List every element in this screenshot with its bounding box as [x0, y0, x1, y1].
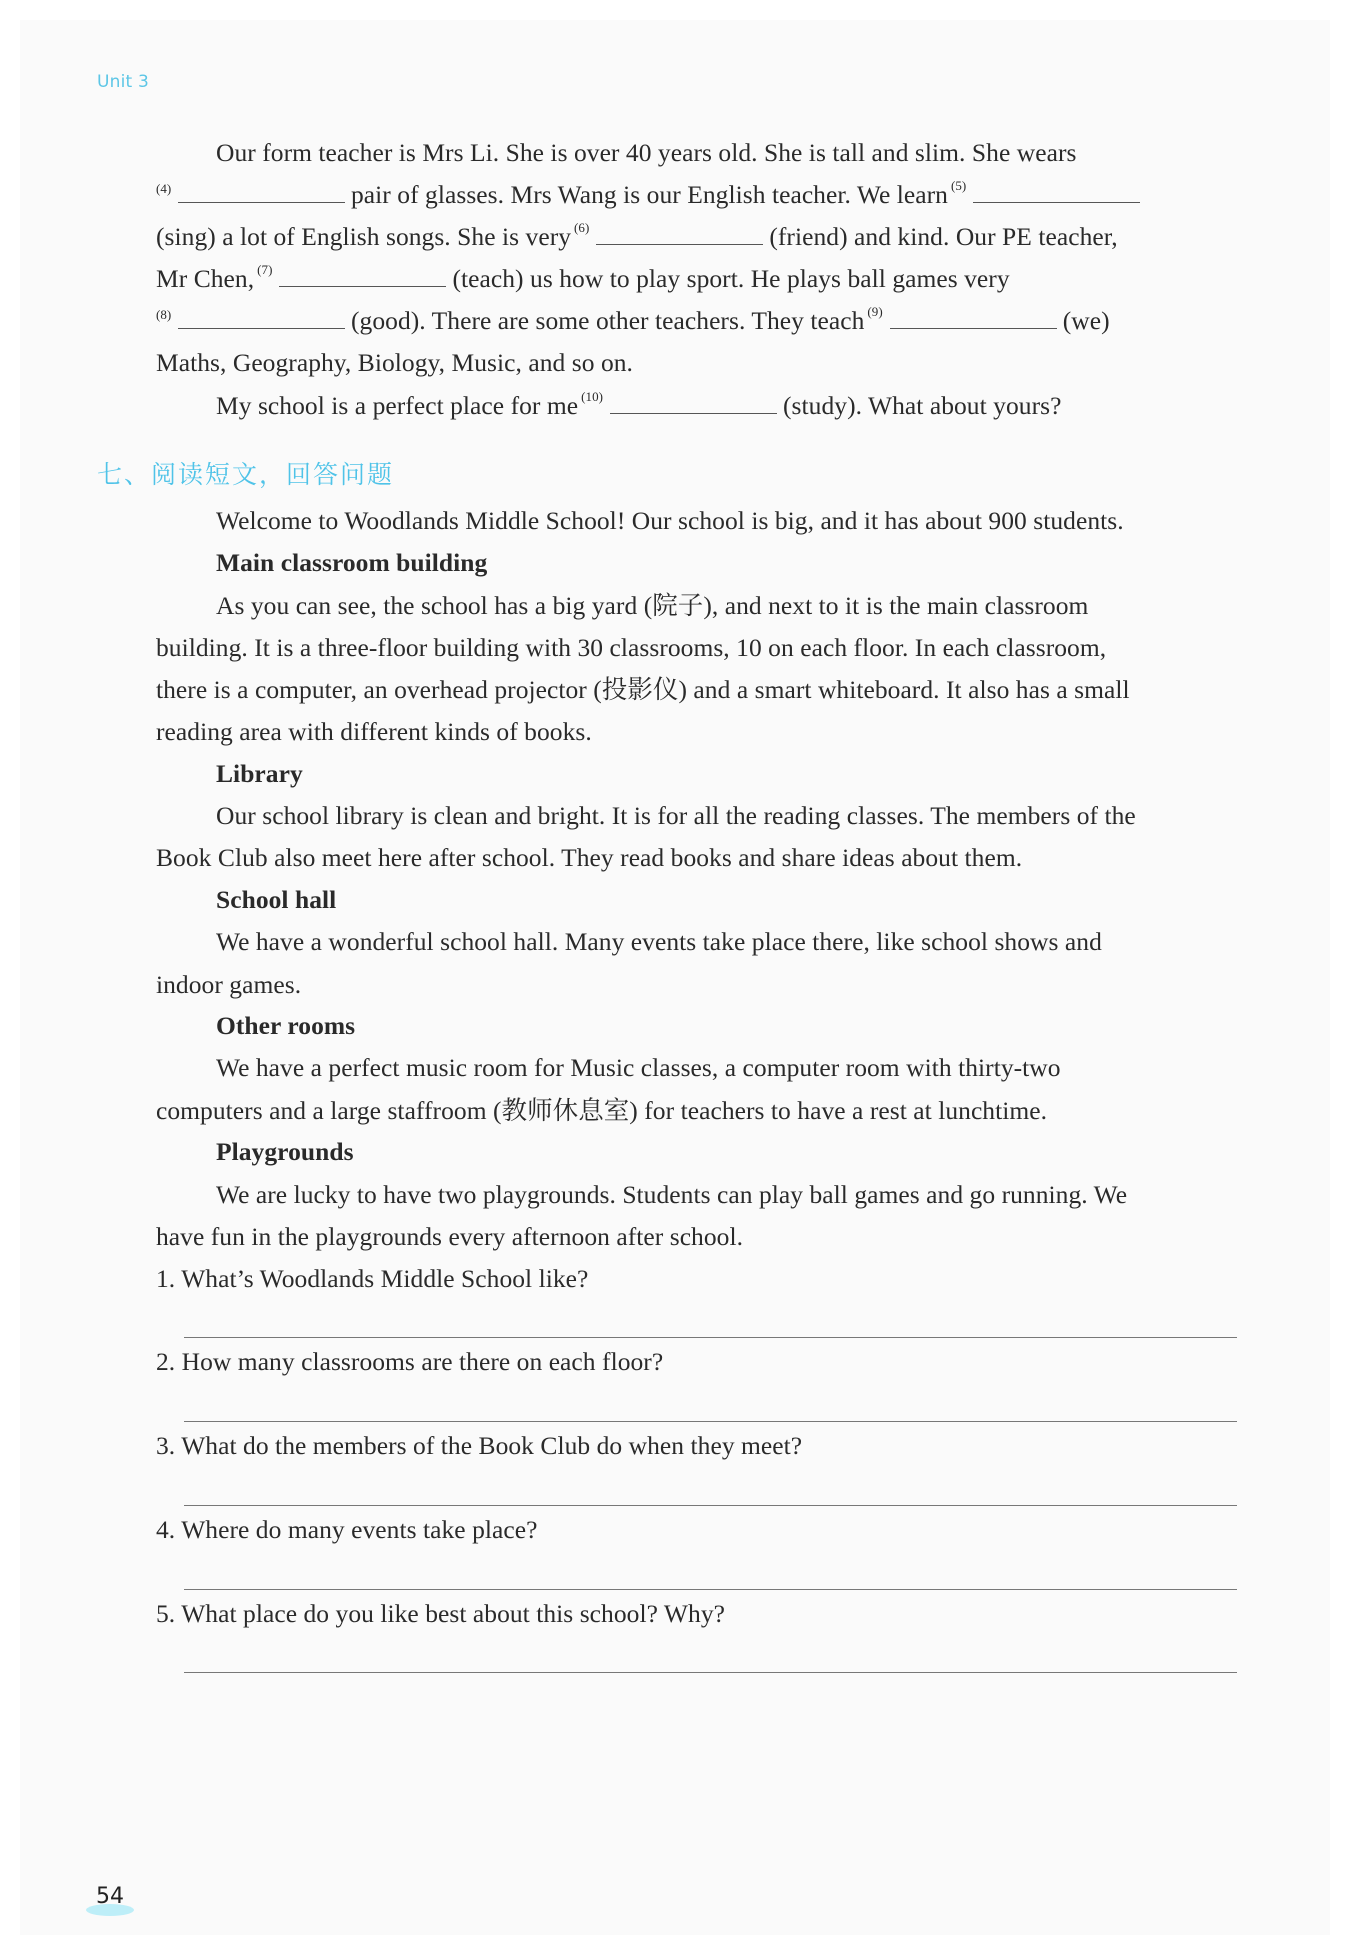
- question-3: 3. What do the members of the Book Club do when they meet?: [156, 1431, 803, 1460]
- cloze-text: pair of glasses. Mrs Wang is our English teacher. We learn: [351, 180, 948, 209]
- reading-line: We are lucky to have two playgrounds. Students can play ball games and go running. We: [216, 1180, 1128, 1209]
- cloze-text: (sing) a lot of English songs. She is very: [156, 222, 572, 251]
- reading-line: Book Club also meet here after school. They read books and share ideas about them.: [156, 843, 1023, 872]
- reading-line: there is a computer, an overhead projector (投影仪) and a smart whiteboard. It also has a small: [156, 675, 1130, 704]
- subheading-main-building: Main classroom building: [216, 548, 488, 577]
- reading-line: indoor games.: [156, 970, 302, 999]
- blank-number-7: (7): [257, 262, 273, 277]
- reading-line: have fun in the playgrounds every afternoon after school.: [156, 1222, 744, 1251]
- section-heading: 七、阅读短文，回答问题: [97, 460, 395, 489]
- answer-line-2[interactable]: [184, 1421, 1237, 1422]
- cloze-line-4: [156, 264, 1010, 298]
- unit-label: Unit 3: [97, 72, 150, 92]
- reading-line: building. It is a three-floor building with 30 classrooms, 10 on each floor. In each classroom,: [156, 633, 1107, 662]
- blank-5[interactable]: [973, 182, 1140, 203]
- cloze-line-1: Our form teacher is Mrs Li. She is over 40 years old. She is tall and slim. She wears: [216, 138, 1077, 167]
- reading-intro: Welcome to Woodlands Middle School! Our school is big, and it has about 900 students.: [216, 506, 1124, 535]
- blank-number-6: (6): [574, 220, 590, 235]
- cloze-line-2: [156, 180, 1146, 214]
- reading-line: Our school library is clean and bright. It is for all the reading classes. The members of the: [216, 801, 1136, 830]
- question-4: 4. Where do many events take place?: [156, 1515, 538, 1544]
- cloze-line-6: Maths, Geography, Biology, Music, and so on.: [156, 348, 633, 377]
- cloze-text: (friend) and kind. Our PE teacher,: [769, 222, 1118, 251]
- blank-number-8: (8): [156, 307, 172, 322]
- subheading-school-hall: School hall: [216, 885, 337, 914]
- cloze-text: (study). What about yours?: [783, 391, 1062, 420]
- cloze-text: (teach) us how to play sport. He plays ball games very: [452, 264, 1010, 293]
- question-1: 1. What’s Woodlands Middle School like?: [156, 1264, 589, 1293]
- question-5: 5. What place do you like best about this school? Why?: [156, 1599, 726, 1628]
- blank-9[interactable]: [890, 308, 1057, 329]
- question-2: 2. How many classrooms are there on each floor?: [156, 1347, 664, 1376]
- blank-8[interactable]: [178, 308, 345, 329]
- cloze-text: (we): [1062, 306, 1110, 335]
- reading-line: reading area with different kinds of books.: [156, 717, 592, 746]
- page-number: 54: [96, 1884, 124, 1909]
- blank-number-5: (5): [950, 178, 967, 193]
- subheading-library: Library: [216, 759, 303, 788]
- blank-6[interactable]: [596, 224, 763, 245]
- reading-line: computers and a large staffroom (教师休息室) for teachers to have a rest at lunchtime.: [156, 1096, 1048, 1125]
- blank-number-4: (4): [156, 181, 172, 196]
- answer-line-5[interactable]: [184, 1672, 1237, 1673]
- blank-number-9: (9): [867, 304, 883, 319]
- cloze-line-5: [156, 306, 1110, 340]
- cloze-text: My school is a perfect place for me: [216, 391, 579, 420]
- answer-line-3[interactable]: [184, 1505, 1237, 1506]
- subheading-playgrounds: Playgrounds: [216, 1137, 354, 1166]
- answer-line-1[interactable]: [184, 1337, 1237, 1338]
- blank-10[interactable]: [610, 393, 777, 414]
- blank-number-10: (10): [581, 389, 604, 404]
- reading-line: As you can see, the school has a big yard (院子), and next to it is the main classroom: [216, 591, 1089, 620]
- subheading-other-rooms: Other rooms: [216, 1011, 356, 1040]
- cloze-line-7: [216, 391, 1061, 425]
- blank-4[interactable]: [178, 182, 345, 203]
- reading-line: We have a wonderful school hall. Many events take place there, like school shows and: [216, 927, 1102, 956]
- answer-line-4[interactable]: [184, 1589, 1237, 1590]
- cloze-line-3: [156, 222, 1118, 256]
- reading-line: We have a perfect music room for Music classes, a computer room with thirty-two: [216, 1053, 1061, 1082]
- cloze-text: Mr Chen,: [156, 264, 255, 293]
- cloze-text: (good). There are some other teachers. They teach: [351, 306, 865, 335]
- blank-7[interactable]: [279, 266, 446, 287]
